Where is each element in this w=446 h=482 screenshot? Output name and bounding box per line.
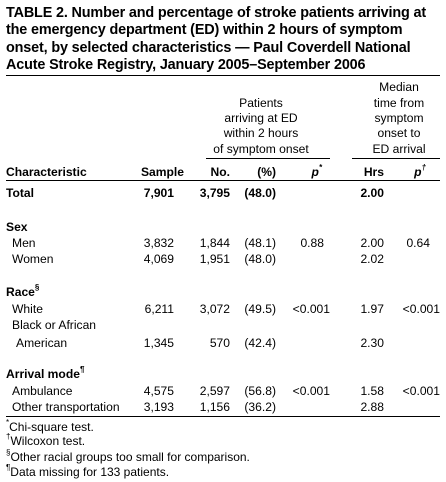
total-hrs: 2.00	[360, 186, 384, 200]
row-label: White	[12, 302, 43, 316]
footnote-text: Other racial groups too small for comparison.	[10, 450, 250, 464]
section-label-mark: §	[34, 282, 40, 292]
row-pct: (49.5)	[244, 302, 276, 316]
group-header-line: onset to	[377, 126, 421, 140]
header-p	[290, 162, 322, 179]
footnote-mark: *	[6, 418, 10, 427]
row-hrs: 2.30	[360, 336, 384, 350]
header-characteristic: Characteristic	[6, 165, 87, 179]
group-header-line: within 2 hours	[223, 126, 299, 140]
row-p: 0.88	[300, 236, 324, 250]
total-label: Total	[6, 186, 34, 200]
row-p2: <0.001	[402, 302, 440, 316]
row-label: Men	[12, 236, 36, 250]
row-sample: 1,345	[143, 336, 174, 350]
row-label-continued: American	[16, 336, 68, 350]
row-no: 2,597	[199, 384, 230, 398]
row-hrs: 2.02	[360, 252, 384, 266]
row-p: <0.001	[292, 302, 330, 316]
row-no: 1,844	[199, 236, 230, 250]
total-sample: 7,901	[143, 186, 174, 200]
row-sample: 4,575	[143, 384, 174, 398]
section-label-text: Sex	[6, 220, 28, 234]
footnote	[6, 420, 94, 434]
header-p2-text: p	[414, 165, 422, 179]
row-hrs: 2.00	[360, 236, 384, 250]
row-p: <0.001	[292, 384, 330, 398]
footnote	[6, 465, 169, 479]
row-pct: (42.4)	[244, 336, 276, 350]
header-no: No.	[210, 165, 230, 179]
row-sample: 4,069	[143, 252, 174, 266]
footnote	[6, 434, 85, 448]
header-rule	[6, 180, 440, 181]
title-rule	[6, 75, 440, 76]
header-pct: (%)	[257, 165, 276, 179]
header-p-text: p	[311, 165, 319, 179]
row-hrs: 1.58	[360, 384, 384, 398]
group-header-line: symptom	[374, 111, 424, 125]
row-no: 3,072	[199, 302, 230, 316]
group-header-line: Median	[379, 80, 419, 94]
row-pct: (56.8)	[244, 384, 276, 398]
table-bottom-rule	[6, 416, 440, 417]
row-no: 570	[209, 336, 230, 350]
row-hrs: 1.97	[360, 302, 384, 316]
total-no: 3,795	[199, 186, 230, 200]
footnote-text: Data missing for 133 patients.	[10, 465, 170, 479]
row-label: Black or African	[12, 318, 97, 332]
header-sample: Sample	[140, 165, 184, 179]
total-pct: (48.0)	[244, 186, 276, 200]
patients-group-rule	[206, 158, 330, 159]
row-pct: (48.1)	[244, 236, 276, 250]
row-pct: (48.0)	[244, 252, 276, 266]
group-header-line: of symptom onset	[213, 142, 309, 156]
section-label	[6, 220, 28, 234]
header-p-mark: *	[318, 162, 322, 172]
header-p2-mark: †	[421, 162, 426, 172]
group-header-line: arriving at ED	[224, 111, 298, 125]
group-header-line: time from	[373, 96, 425, 110]
footnote-mark: †	[6, 432, 11, 441]
section-label	[6, 282, 40, 299]
row-hrs: 2.88	[360, 400, 384, 414]
table-title: TABLE 2. Number and percentage of stroke patients arriving at the emergency department (ED) within 2 hours of symptom onset, by selected characteristics — Paul Coverdell National Acute Stroke Registry, January 2005–September 2006	[6, 5, 426, 74]
row-label: Women	[12, 252, 54, 266]
group-header-line: Patients	[239, 96, 283, 110]
row-no: 1,156	[199, 400, 230, 414]
footnote-text: Chi-square test.	[9, 420, 94, 434]
section-label-mark: ¶	[79, 364, 85, 374]
row-label: Other transportation	[12, 400, 120, 414]
row-p2: <0.001	[402, 384, 440, 398]
footnote-mark: §	[6, 448, 11, 457]
footnote	[6, 450, 250, 464]
section-label-text: Race	[6, 285, 35, 299]
median-group-rule	[352, 158, 440, 159]
header-p2	[396, 162, 426, 179]
row-pct: (36.2)	[244, 400, 276, 414]
row-sample: 3,832	[143, 236, 174, 250]
group-header-line: ED arrival	[372, 142, 426, 156]
row-p2: 0.64	[406, 236, 430, 250]
section-label	[6, 364, 85, 381]
section-label-text: Arrival mode	[6, 367, 80, 381]
footnote-text: Wilcoxon test.	[10, 434, 86, 448]
row-label: Ambulance	[12, 384, 73, 398]
header-hrs: Hrs	[363, 165, 384, 179]
row-sample: 6,211	[144, 302, 174, 316]
footnote-mark: ¶	[6, 463, 11, 472]
row-sample: 3,193	[143, 400, 174, 414]
row-no: 1,951	[199, 252, 230, 266]
